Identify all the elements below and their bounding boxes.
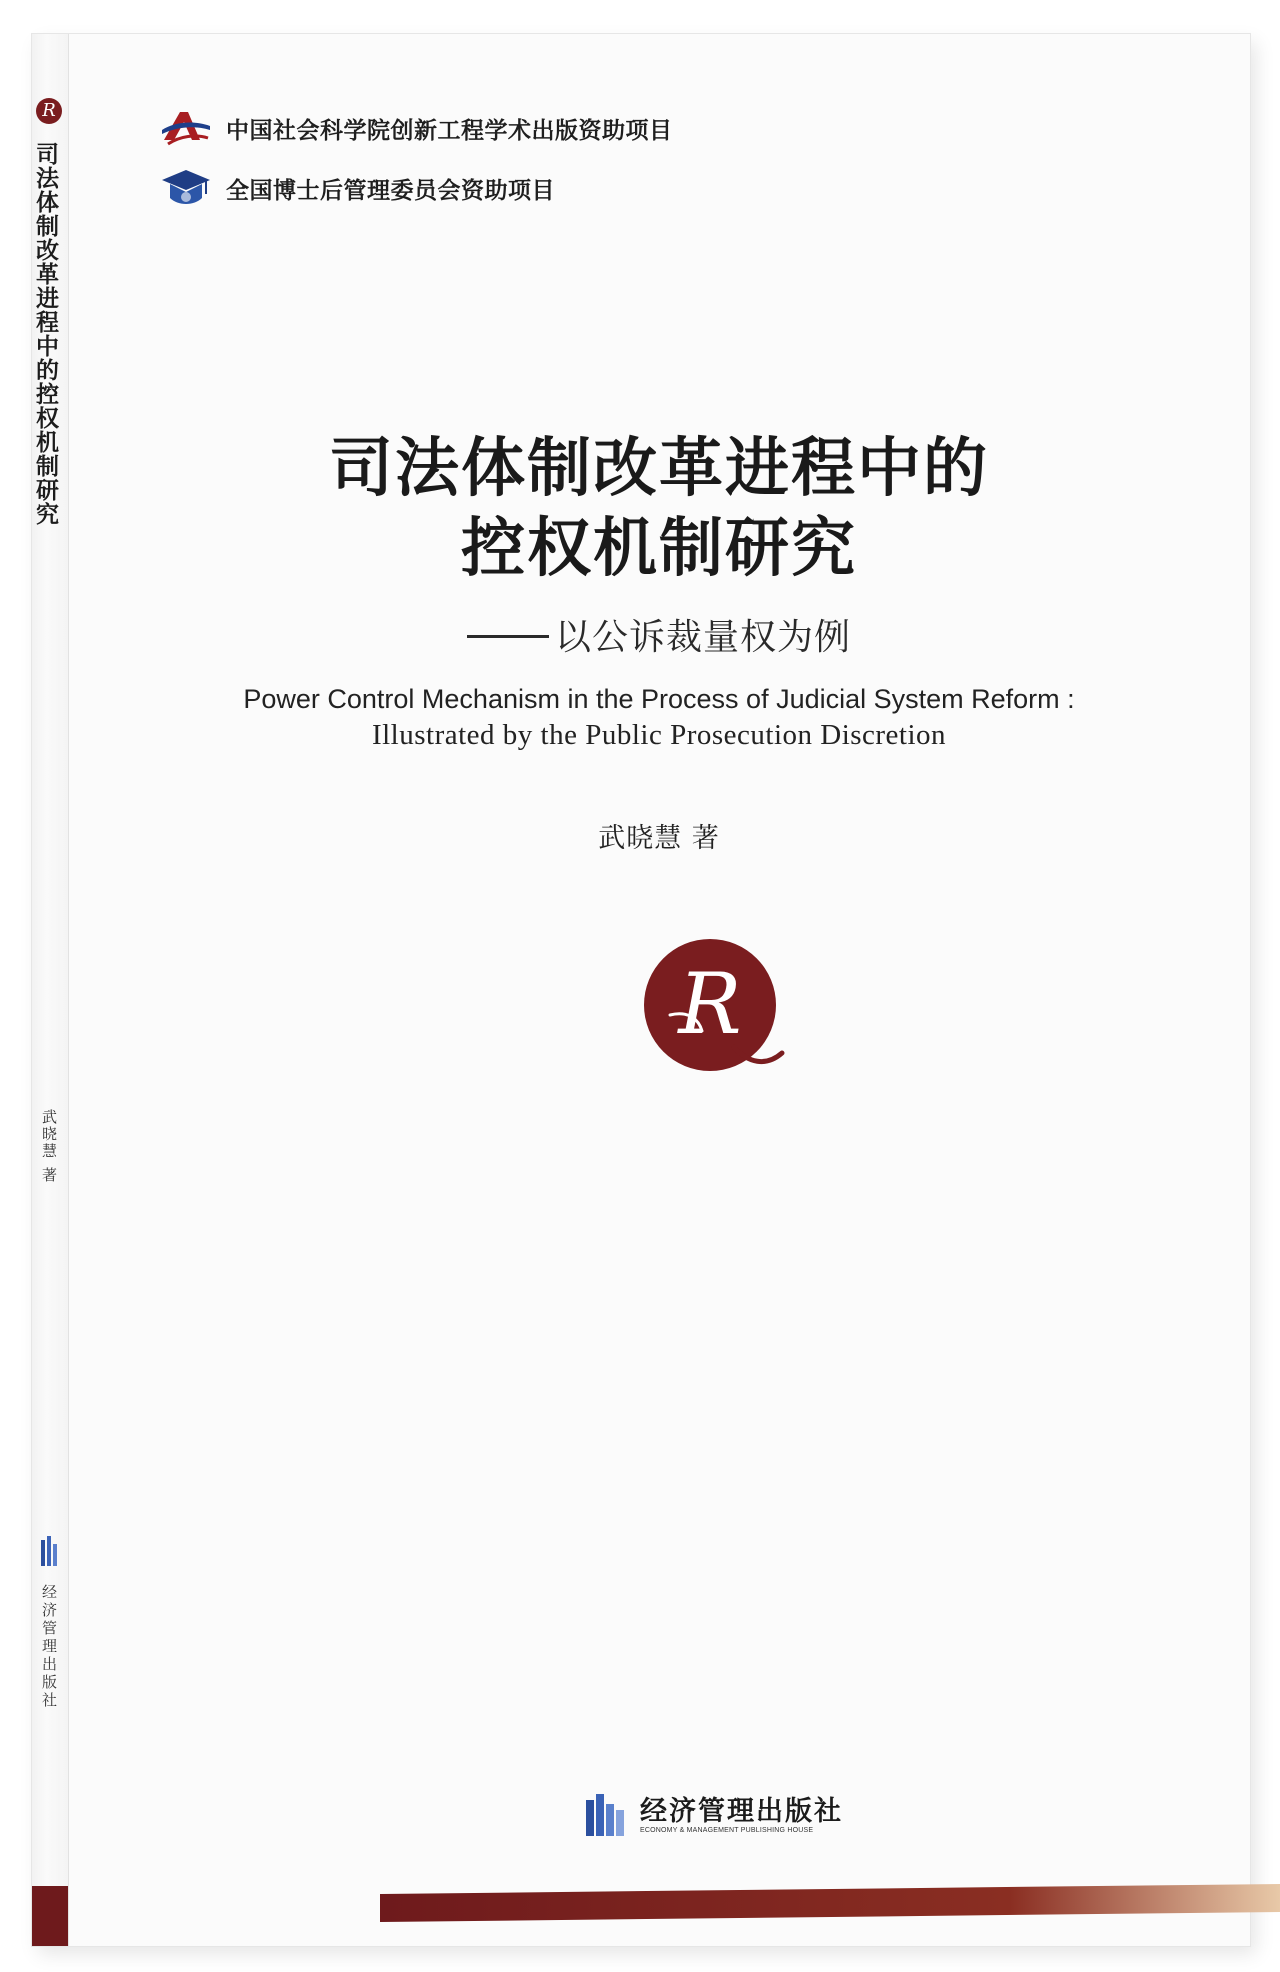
book-cover (32, 34, 1250, 1946)
postdoc-cap-icon (160, 166, 212, 210)
spine-author: 武晓慧 著 (40, 1109, 58, 1184)
emblem-letter: R (678, 955, 742, 1053)
sponsor-text-cass: 中国社会科学院创新工程学术出版资助项目 (226, 117, 673, 144)
publisher-logo-icon (584, 1790, 630, 1840)
spine-stripe (32, 1886, 68, 1946)
english-title-line-1: Power Control Mechanism in the Process of Judicial System Reform : (243, 684, 1075, 714)
sponsor-cass (160, 108, 673, 148)
r-emblem-icon (640, 935, 790, 1085)
spine-logo-icon: R (36, 98, 62, 124)
book-spine (32, 34, 69, 1946)
book-subtitle (68, 609, 1250, 660)
spine-publisher-logo-icon (39, 1536, 59, 1568)
spine-title: 司法体制改革进程中的控权机制研究 (32, 142, 59, 526)
front-cover (68, 34, 1250, 1946)
subtitle-text: 以公诉裁量权为例 (554, 617, 851, 658)
cass-logo-icon (160, 108, 212, 148)
publisher-name: 经济管理出版社 (640, 1795, 843, 1827)
book-title (68, 429, 1250, 589)
title-line-1: 司法体制改革进程中的 (329, 431, 989, 506)
title-line-2: 控权机制研究 (461, 511, 857, 586)
english-title-line-2: Illustrated by the Public Prosecution Discretion (371, 719, 947, 751)
spine-publisher: 经济管理出版社 (40, 1584, 58, 1710)
author-name: 武晓慧 著 (598, 823, 720, 854)
publisher-block (584, 1790, 843, 1840)
bottom-accent-band (380, 1884, 1280, 1922)
subtitle-dash (467, 635, 549, 638)
sponsor-postdoc (160, 166, 555, 210)
publisher-text (640, 1797, 843, 1834)
sponsor-text-postdoc: 全国博士后管理委员会资助项目 (226, 177, 555, 204)
publisher-english-name: ECONOMY & MANAGEMENT PUBLISHING HOUSE (640, 1826, 814, 1834)
